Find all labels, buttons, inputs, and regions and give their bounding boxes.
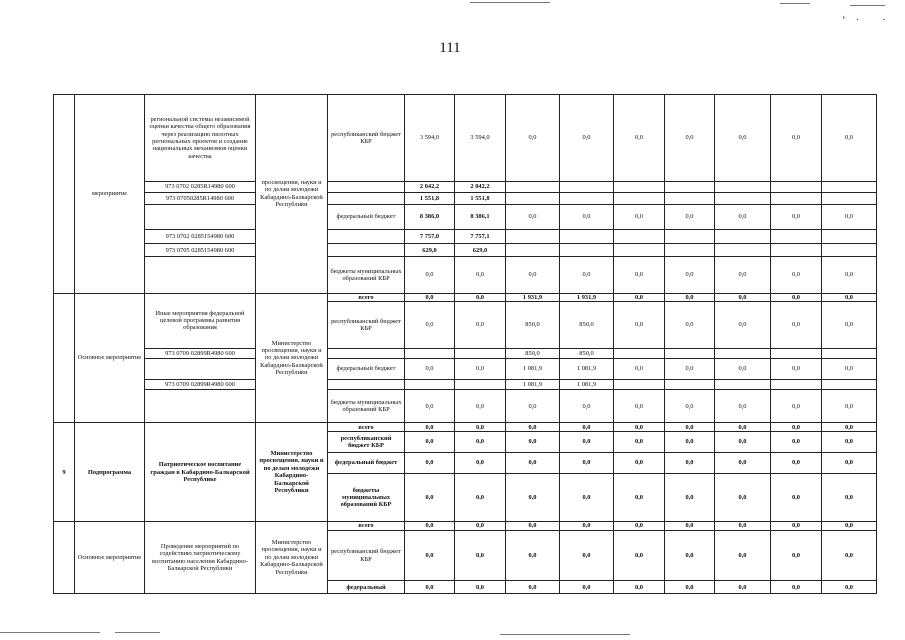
row-number-cell: 9: [54, 423, 75, 522]
event-name-cell: региональной системы независимой оценки качества общего образования через реализацию пилотных региональных проектов и создание национальных механизмов оценки качества: [145, 95, 256, 182]
value-cell: 0,0: [771, 95, 822, 182]
source-cell: [328, 244, 405, 257]
event-kind-cell: Подпрограмма: [75, 423, 145, 522]
table-row: [54, 293, 877, 302]
table-row: [54, 348, 877, 358]
value-cell: [822, 193, 877, 204]
value-cell: 0,0: [455, 432, 506, 453]
value-cell: 0,0: [715, 530, 771, 581]
source-cell: республиканский бюджет КБР: [328, 530, 405, 581]
budget-code-cell: 973 0705 0285154980 600: [145, 244, 256, 257]
value-cell: 850,0: [560, 348, 614, 358]
value-cell: 0,0: [405, 257, 455, 293]
page-number: 111: [439, 40, 461, 56]
responsible-cell: Министерство просвещения, науки и по делам молодежи Кабардино-Балкарской Республики: [256, 423, 328, 522]
source-cell: республиканский бюджет КБР: [328, 95, 405, 182]
value-cell: 1 551,8: [405, 193, 455, 204]
value-cell: 0,0: [506, 423, 560, 432]
value-cell: 0,0: [560, 204, 614, 229]
value-cell: [665, 244, 715, 257]
source-cell: [328, 193, 405, 204]
row-number-cell: [54, 522, 75, 594]
value-cell: 0,0: [822, 204, 877, 229]
value-cell: 1 931,9: [560, 293, 614, 302]
value-cell: 0,0: [405, 432, 455, 453]
value-cell: 0,0: [715, 95, 771, 182]
value-cell: 0,0: [822, 95, 877, 182]
budget-code-cell: [145, 257, 256, 293]
value-cell: [614, 244, 665, 257]
value-cell: [560, 229, 614, 243]
value-cell: 1 551,8: [455, 193, 506, 204]
value-cell: 0,0: [614, 530, 665, 581]
value-cell: [455, 379, 506, 389]
source-cell: всего: [328, 522, 405, 531]
value-cell: 0,0: [665, 423, 715, 432]
value-cell: 0,0: [614, 390, 665, 423]
value-cell: 0,0: [771, 302, 822, 349]
value-cell: 629,0: [455, 244, 506, 257]
value-cell: 0,0: [665, 530, 715, 581]
value-cell: [715, 348, 771, 358]
event-name-cell: Проведение мероприятий по содействию патриотическому воспитанию населения Кабардино-Балкарской Республики: [145, 522, 256, 594]
event-name-cell: Патриотическое воспитание граждан в Кабардино-Балкарской Республике: [145, 423, 256, 522]
value-cell: 0,0: [822, 423, 877, 432]
value-cell: 0,0: [665, 581, 715, 594]
value-cell: [405, 348, 455, 358]
value-cell: 0,0: [405, 530, 455, 581]
value-cell: [771, 348, 822, 358]
source-cell: федеральный: [328, 581, 405, 594]
source-cell: бюджеты муниципальных образований КБР: [328, 390, 405, 423]
value-cell: [822, 181, 877, 192]
value-cell: [560, 244, 614, 257]
value-cell: [614, 193, 665, 204]
value-cell: 0,0: [715, 359, 771, 380]
value-cell: 1 081,9: [560, 379, 614, 389]
value-cell: 0,0: [455, 359, 506, 380]
value-cell: 0,0: [455, 390, 506, 423]
value-cell: 0,0: [506, 581, 560, 594]
value-cell: 0,0: [560, 522, 614, 531]
value-cell: 0,0: [405, 522, 455, 531]
table-row: [54, 257, 877, 293]
value-cell: 0,0: [822, 474, 877, 522]
source-cell: республиканский бюджет КБР: [328, 302, 405, 349]
source-cell: [328, 229, 405, 243]
value-cell: [506, 244, 560, 257]
row-number-cell: [54, 95, 75, 294]
value-cell: 0,0: [455, 423, 506, 432]
value-cell: [614, 229, 665, 243]
value-cell: 0,0: [405, 452, 455, 474]
source-cell: республиканский бюджет КБР: [328, 432, 405, 453]
value-cell: [506, 193, 560, 204]
value-cell: 0,0: [822, 390, 877, 423]
value-cell: 0,0: [771, 522, 822, 531]
value-cell: [455, 348, 506, 358]
value-cell: 0,0: [822, 432, 877, 453]
value-cell: 0,0: [506, 204, 560, 229]
budget-code-cell: 973 0709 02899R4980 600: [145, 348, 256, 358]
value-cell: 0,0: [771, 432, 822, 453]
table-row: [54, 193, 877, 204]
value-cell: [665, 348, 715, 358]
source-cell: [328, 348, 405, 358]
value-cell: 0,0: [665, 474, 715, 522]
value-cell: 0,0: [405, 390, 455, 423]
value-cell: 0,0: [665, 257, 715, 293]
value-cell: 1 931,9: [506, 293, 560, 302]
source-cell: бюджеты муниципальных образований КБР: [328, 257, 405, 293]
value-cell: 0,0: [715, 293, 771, 302]
value-cell: 0,0: [560, 390, 614, 423]
scan-line-bottom: [500, 634, 630, 635]
value-cell: 0,0: [560, 530, 614, 581]
value-cell: 3 594,0: [455, 95, 506, 182]
value-cell: 7 757,1: [455, 229, 506, 243]
corner-marks: ‘· ·: [842, 14, 896, 26]
event-kind-cell: Основное мероприятие: [75, 522, 145, 594]
value-cell: [822, 244, 877, 257]
table-row: [54, 379, 877, 389]
scan-line-top: [470, 2, 550, 3]
value-cell: 0,0: [665, 204, 715, 229]
event-name-cell: Иные мероприятия федеральной целевой программы развития образования: [145, 293, 256, 348]
value-cell: 0,0: [560, 423, 614, 432]
value-cell: [560, 193, 614, 204]
budget-table: [53, 94, 877, 594]
value-cell: 0,0: [614, 359, 665, 380]
table-row: [54, 423, 877, 432]
value-cell: [560, 181, 614, 192]
value-cell: 0,0: [560, 581, 614, 594]
value-cell: [771, 379, 822, 389]
value-cell: 0,0: [715, 474, 771, 522]
budget-code-cell: [145, 359, 256, 380]
value-cell: 0,0: [506, 530, 560, 581]
value-cell: 0,0: [455, 474, 506, 522]
value-cell: [614, 181, 665, 192]
budget-code-cell: [145, 204, 256, 229]
value-cell: [771, 229, 822, 243]
value-cell: 0,0: [665, 302, 715, 349]
value-cell: 0,0: [822, 522, 877, 531]
value-cell: 0,0: [665, 359, 715, 380]
value-cell: 0,0: [405, 581, 455, 594]
value-cell: 0,0: [614, 522, 665, 531]
value-cell: [506, 229, 560, 243]
table-row: [54, 204, 877, 229]
scan-line-bottom: [115, 632, 160, 633]
value-cell: 0,0: [506, 390, 560, 423]
value-cell: 0,0: [506, 257, 560, 293]
value-cell: 0,0: [405, 302, 455, 349]
value-cell: 0,0: [614, 95, 665, 182]
value-cell: 0,0: [715, 390, 771, 423]
value-cell: 0,0: [614, 474, 665, 522]
source-cell: федеральный бюджет: [328, 452, 405, 474]
value-cell: 0,0: [665, 390, 715, 423]
value-cell: 0,0: [771, 257, 822, 293]
value-cell: 0,0: [455, 302, 506, 349]
value-cell: 2 042,2: [405, 181, 455, 192]
responsible-cell: Министерство просвещения, науки и по делам молодежи Кабардино-Балкарской Республики: [256, 293, 328, 423]
value-cell: 0,0: [771, 390, 822, 423]
value-cell: [506, 181, 560, 192]
value-cell: 850,0: [506, 302, 560, 349]
value-cell: 0,0: [715, 257, 771, 293]
value-cell: 0,0: [560, 257, 614, 293]
value-cell: [822, 229, 877, 243]
value-cell: 3 594,0: [405, 95, 455, 182]
value-cell: 8 386,0: [405, 204, 455, 229]
budget-code-cell: 973 0702 0285R14980 600: [145, 181, 256, 192]
budget-code-cell: [145, 390, 256, 423]
value-cell: 0,0: [614, 257, 665, 293]
table-row: [54, 244, 877, 257]
value-cell: 0,0: [614, 432, 665, 453]
table-row: [54, 181, 877, 192]
value-cell: 0,0: [614, 302, 665, 349]
value-cell: [715, 229, 771, 243]
value-cell: 0,0: [455, 522, 506, 531]
table-row: [54, 390, 877, 423]
row-number-cell: [54, 293, 75, 423]
value-cell: [771, 193, 822, 204]
value-cell: 0,0: [771, 581, 822, 594]
value-cell: 0,0: [665, 432, 715, 453]
value-cell: 0,0: [560, 474, 614, 522]
source-cell: [328, 181, 405, 192]
value-cell: 0,0: [560, 95, 614, 182]
value-cell: 0,0: [771, 423, 822, 432]
value-cell: 0,0: [665, 95, 715, 182]
value-cell: 0,0: [455, 257, 506, 293]
table-row: [54, 229, 877, 243]
value-cell: 0,0: [771, 204, 822, 229]
value-cell: 0,0: [506, 95, 560, 182]
value-cell: 0,0: [822, 581, 877, 594]
value-cell: 0,0: [614, 293, 665, 302]
value-cell: [715, 181, 771, 192]
value-cell: 0,0: [822, 530, 877, 581]
table-row: [54, 522, 877, 531]
table-row: [54, 359, 877, 380]
source-cell: всего: [328, 423, 405, 432]
value-cell: 0,0: [560, 432, 614, 453]
value-cell: 0,0: [665, 522, 715, 531]
value-cell: [771, 244, 822, 257]
value-cell: 0,0: [614, 581, 665, 594]
source-cell: федеральный бюджет: [328, 204, 405, 229]
source-cell: бюджеты муниципальных образований КБР: [328, 474, 405, 522]
value-cell: 0,0: [822, 452, 877, 474]
value-cell: [665, 193, 715, 204]
value-cell: 0,0: [506, 432, 560, 453]
value-cell: 7 757,0: [405, 229, 455, 243]
value-cell: 0,0: [614, 204, 665, 229]
value-cell: 0,0: [455, 581, 506, 594]
value-cell: [405, 379, 455, 389]
value-cell: [771, 181, 822, 192]
value-cell: 0,0: [405, 359, 455, 380]
value-cell: [715, 244, 771, 257]
value-cell: 0,0: [715, 522, 771, 531]
value-cell: 1 081,9: [506, 379, 560, 389]
event-kind-cell: мероприятие: [75, 95, 145, 294]
value-cell: 0,0: [506, 452, 560, 474]
budget-code-cell: 973 0702 0285154980 600: [145, 229, 256, 243]
value-cell: [614, 348, 665, 358]
value-cell: 0,0: [405, 423, 455, 432]
value-cell: [822, 379, 877, 389]
value-cell: 8 386,1: [455, 204, 506, 229]
budget-code-cell: 973 0709 02899R4980 600: [145, 379, 256, 389]
value-cell: 0,0: [455, 293, 506, 302]
value-cell: 0,0: [614, 423, 665, 432]
value-cell: 1 081,9: [560, 359, 614, 380]
value-cell: 0,0: [715, 432, 771, 453]
value-cell: 0,0: [822, 302, 877, 349]
responsible-cell: просвещения, науки и по делам молодежи Кабардино-Балкарской Республики: [256, 95, 328, 294]
value-cell: 0,0: [405, 474, 455, 522]
scan-line-top: [850, 5, 885, 6]
value-cell: 0,0: [771, 530, 822, 581]
value-cell: 850,0: [560, 302, 614, 349]
value-cell: 0,0: [560, 452, 614, 474]
value-cell: [665, 229, 715, 243]
event-kind-cell: Основное мероприятие: [75, 293, 145, 423]
value-cell: 0,0: [665, 293, 715, 302]
table-row: [54, 95, 877, 182]
value-cell: 0,0: [771, 293, 822, 302]
value-cell: [715, 193, 771, 204]
value-cell: 0,0: [715, 581, 771, 594]
value-cell: 0,0: [771, 359, 822, 380]
value-cell: 629,0: [405, 244, 455, 257]
value-cell: 0,0: [822, 359, 877, 380]
source-cell: всего: [328, 293, 405, 302]
value-cell: 0,0: [506, 522, 560, 531]
value-cell: 0,0: [715, 302, 771, 349]
scan-line-bottom: [0, 632, 100, 633]
value-cell: 0,0: [405, 293, 455, 302]
value-cell: 0,0: [715, 452, 771, 474]
value-cell: [665, 181, 715, 192]
value-cell: 0,0: [455, 452, 506, 474]
value-cell: 0,0: [715, 423, 771, 432]
value-cell: 0,0: [715, 204, 771, 229]
value-cell: [822, 348, 877, 358]
budget-code-cell: 973 07050285R14980 600: [145, 193, 256, 204]
value-cell: 0,0: [455, 530, 506, 581]
value-cell: [715, 379, 771, 389]
value-cell: [665, 379, 715, 389]
value-cell: 0,0: [665, 452, 715, 474]
value-cell: 0,0: [506, 474, 560, 522]
source-cell: федеральный бюджет: [328, 359, 405, 380]
value-cell: 0,0: [771, 452, 822, 474]
value-cell: 0,0: [822, 293, 877, 302]
scan-line-top: [780, 3, 810, 4]
responsible-cell: Министерство просвещения, науки и по делам молодежи Кабардино-Балкарской Республики: [256, 522, 328, 594]
source-cell: [328, 379, 405, 389]
value-cell: 2 042,2: [455, 181, 506, 192]
value-cell: 1 081,9: [506, 359, 560, 380]
value-cell: 850,0: [506, 348, 560, 358]
value-cell: [614, 379, 665, 389]
value-cell: 0,0: [771, 474, 822, 522]
value-cell: 0,0: [614, 452, 665, 474]
value-cell: 0,0: [822, 257, 877, 293]
